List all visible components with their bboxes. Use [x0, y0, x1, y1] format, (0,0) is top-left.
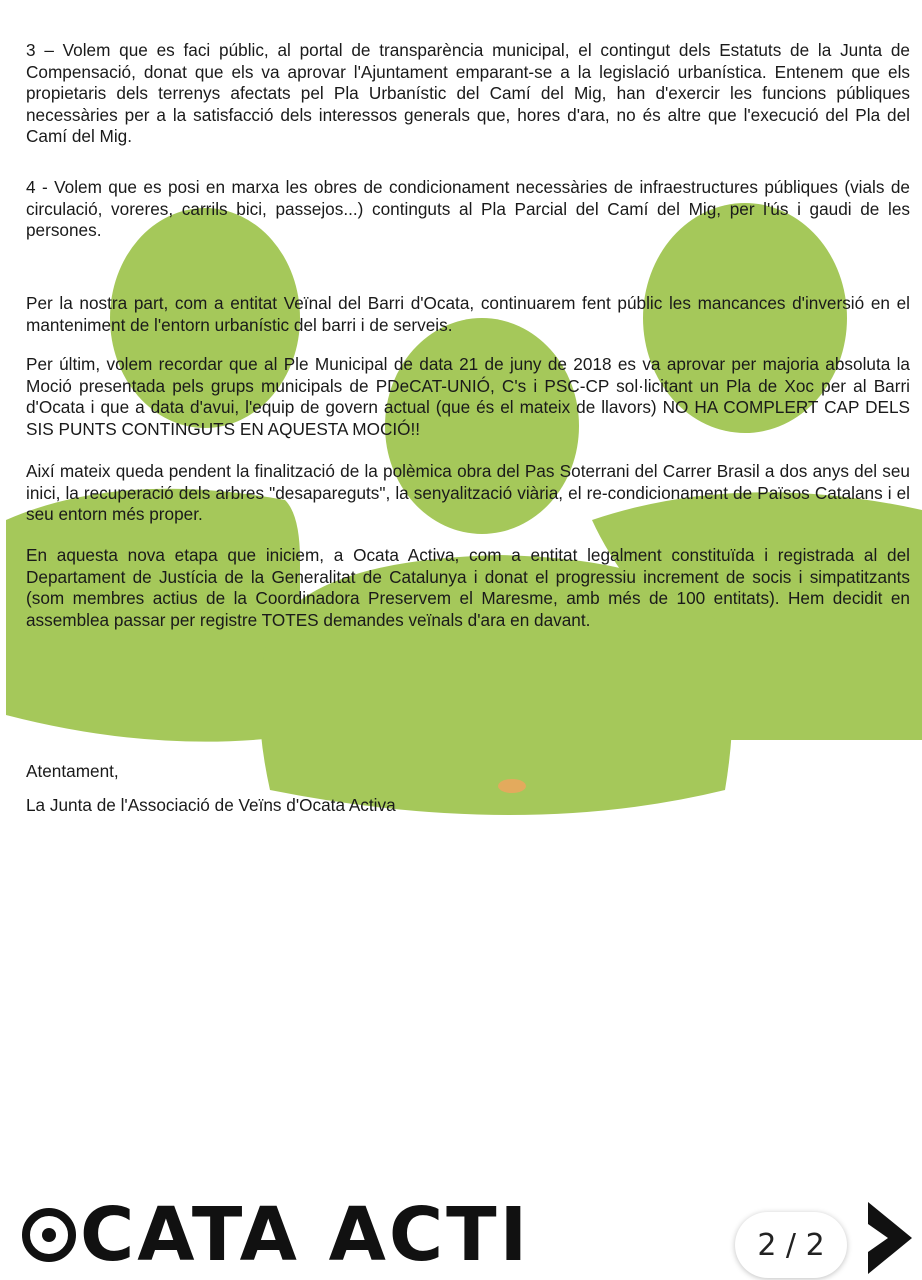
paragraph-obra: Així mateix queda pendent la finalització de la polèmica obra del Pas Soterrani del Carrer Brasil a dos anys del seu inici, la recuperació dels arbres "desapareguts", la senyalització viària, el re-condicionament de Països Catalans i el seu entorn més proper. — [26, 461, 910, 524]
paragraph-mocio: Per últim, volem recordar que al Ple Municipal de data 21 de juny de 2018 es va aprovar per majoria absoluta la Moció presentada pels grups municipals de PDeCAT-UNIÓ, C's i PSC-CP sol·licitant un Pla de Xoc per al Barri d'Ocata i que a data d'avui, l'equip de govern actual (que és el mateix de llavors) NO HA COMPLERT CAP DELS SIS PUNTS CONTINGUTS EN AQUESTA MOCIÓ!! — [26, 354, 910, 439]
paragraph-entitat: Per la nostra part, com a entitat Veïnal del Barri d'Ocata, continuarem fent públic les mancances d'inversió en el manteniment de l'entorn urbanístic del barri i de serveis. — [26, 293, 910, 335]
watermark-orange-dot — [498, 779, 526, 793]
signature-text: La Junta de l'Associació de Veïns d'Ocata Activa — [26, 795, 396, 815]
footer-logo-text: CATA ACTI — [80, 1192, 531, 1278]
page-indicator: 2 / 2 — [735, 1212, 847, 1278]
chevron-right-icon[interactable] — [858, 1196, 922, 1280]
ocata-o-logo-icon — [22, 1208, 76, 1262]
closing-text: Atentament, — [26, 761, 119, 781]
paragraph-point-3: 3 – Volem que es faci públic, al portal de transparència municipal, el contingut dels Estatuts de la Junta de Compensació, donat que els va aprovar l'Ajuntament emparant-se a la legislació urbanística. Entenem que els propietaris dels terrenys afectats pel Pla Urbanístic del Camí del Mig, han d'exercir les funcions públiques necessàries per a la satisfacció dels interessos generals que, hores d'ara, no és altre que l'execució del Pla del Camí del Mig. — [26, 40, 910, 146]
paragraph-etapa: En aquesta nova etapa que iniciem, a Ocata Activa, com a entitat legalment constituïda i registrada al del Departament de Justícia de la Generalitat de Catalunya i donat el progressiu increment de socis i simpatitzants (som membres actius de la Coordinadora Preservem el Maresme, amb més de 100 entitats). Hem decidit en assemblea passar per registre TOTES demandes veïnals d'ara en davant. — [26, 545, 910, 630]
paragraph-point-4: 4 - Volem que es posi en marxa les obres de condicionament necessàries de infraestructures públiques (vials de circulació, voreres, carrils bici, passejos...) continguts al Pla Parcial del Camí del Mig, per l'ús i gaudi de les persones. — [26, 177, 910, 240]
